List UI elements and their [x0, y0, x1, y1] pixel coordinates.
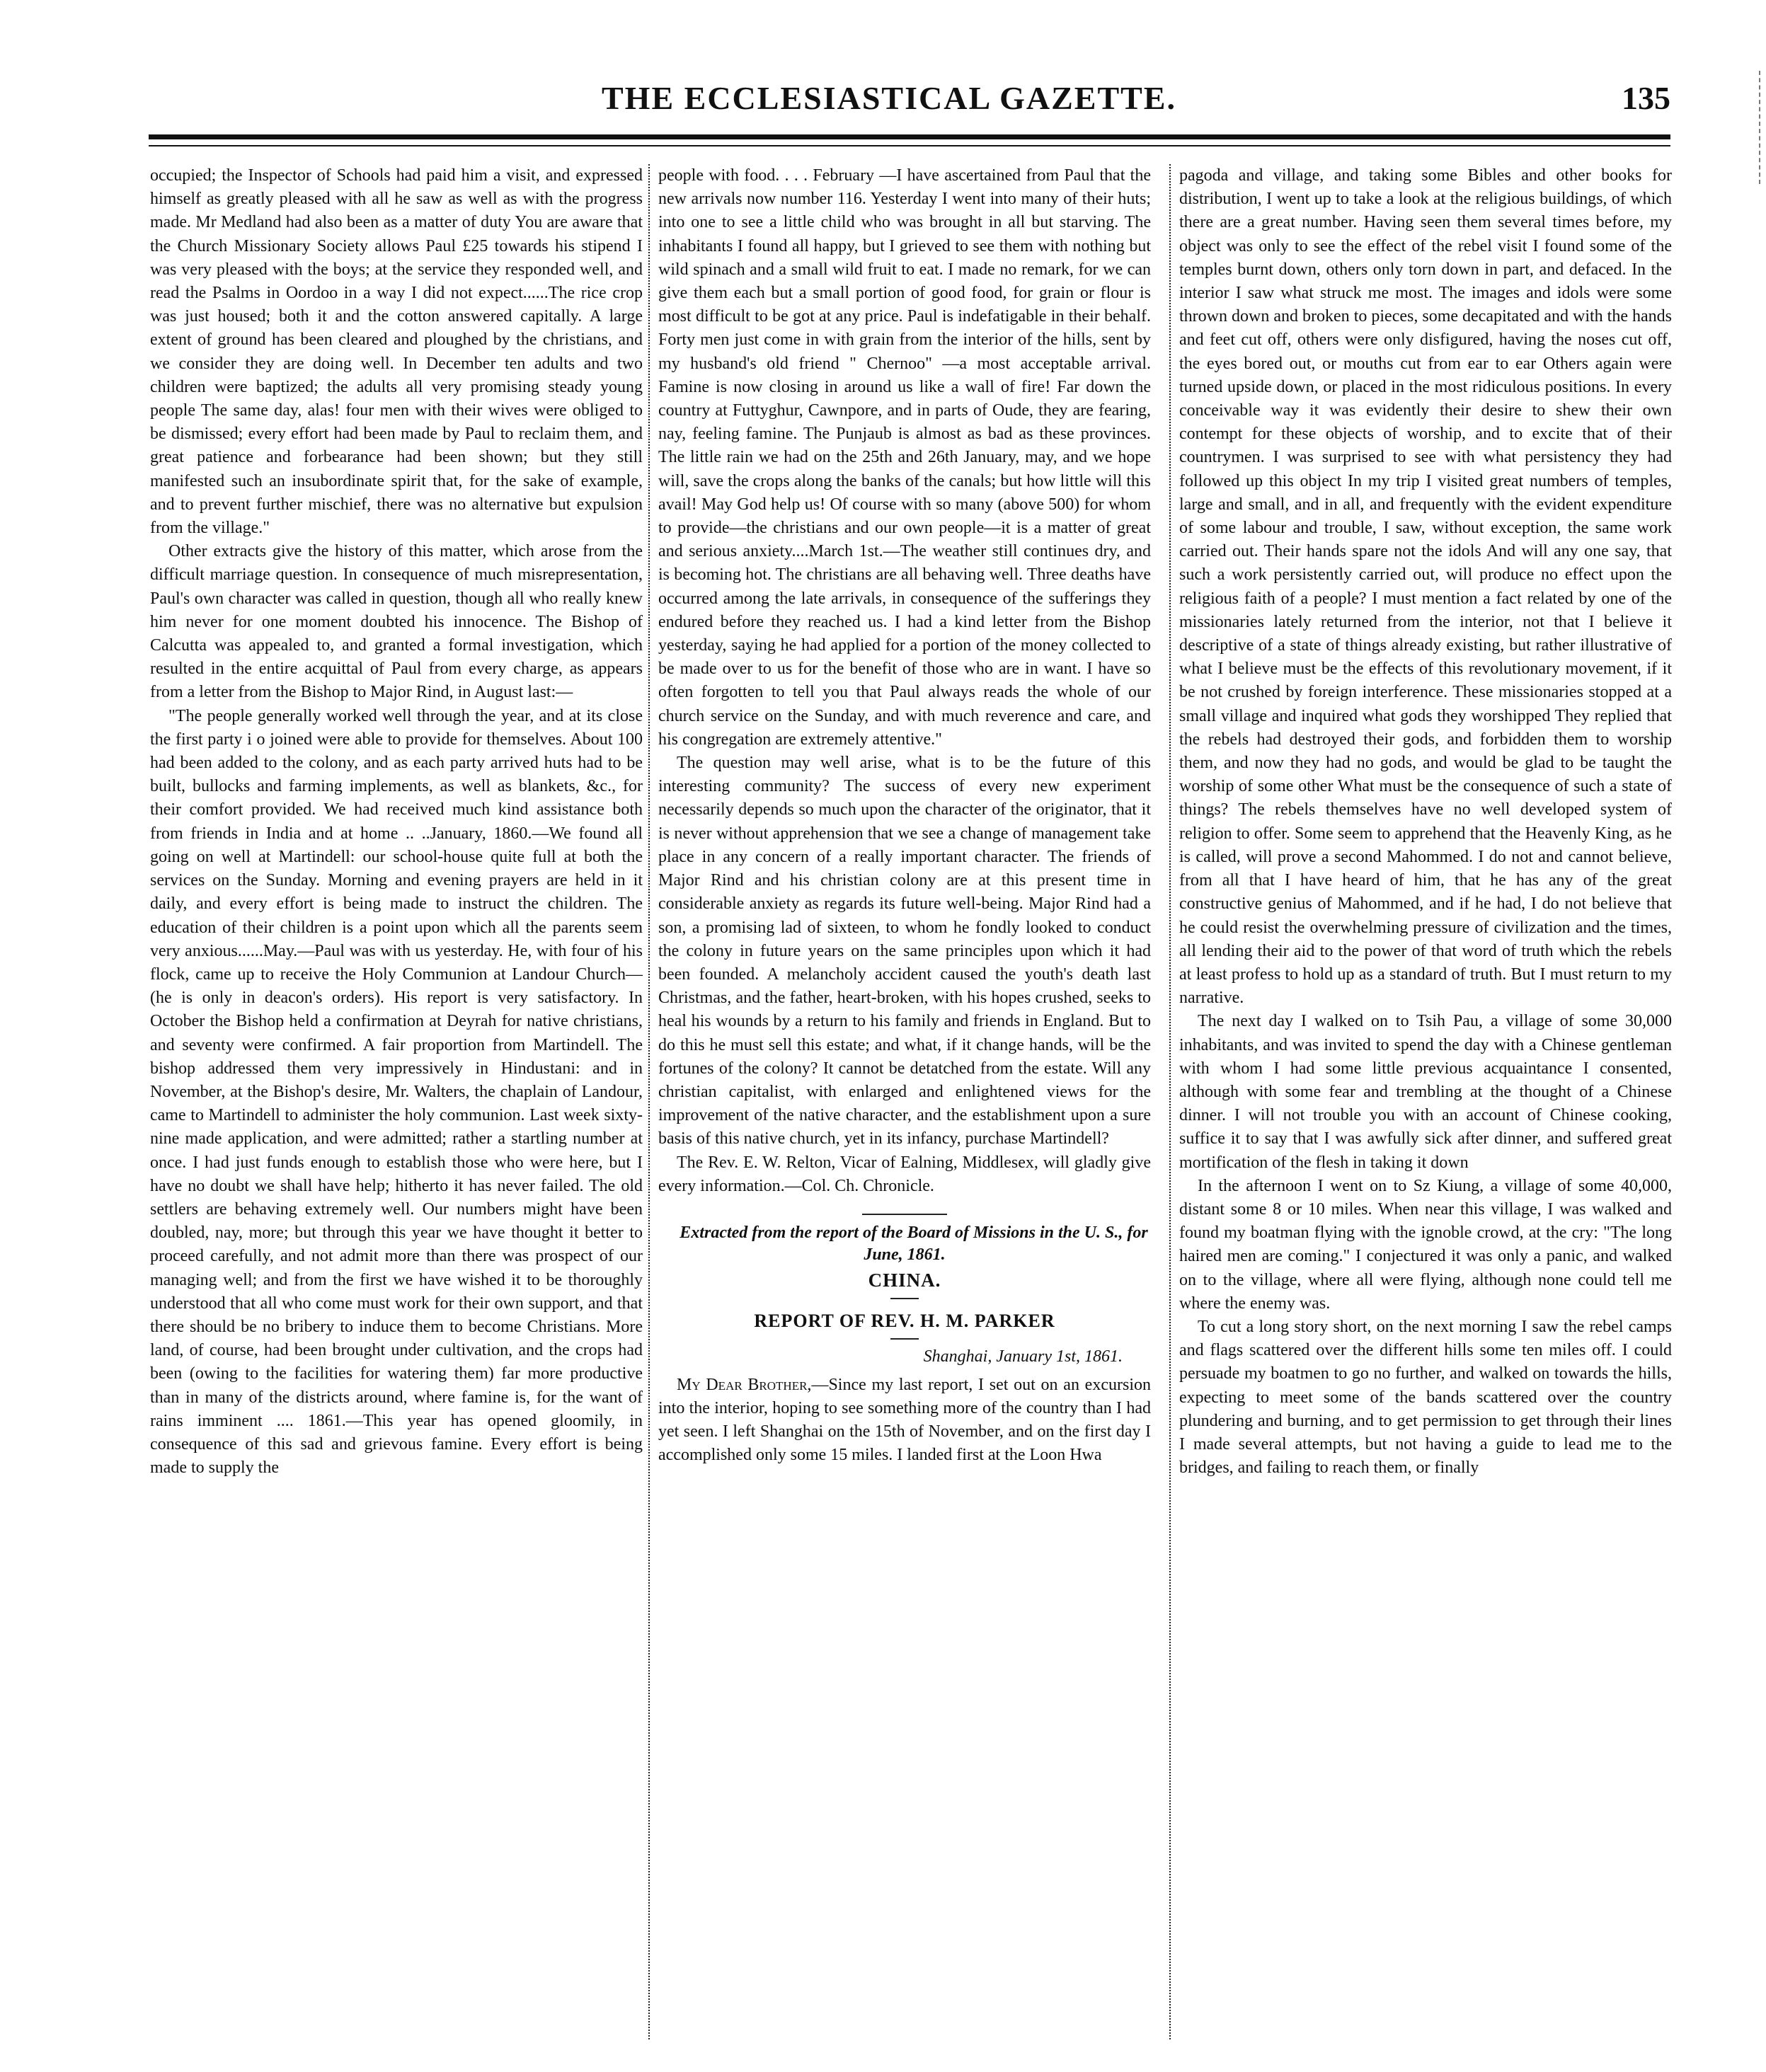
page-edge-mark: [1758, 71, 1760, 184]
column-divider: [1169, 164, 1172, 2039]
paragraph: people with food. . . . February —I have ascertained from Paul that the new arrivals now number 116. Yesterday I went into many of their huts; into one to see a little child who was brought in all but starving. The inhabitants I found all happy, but I grieved to see them with nothing but wild spinach and a small wild fruit to eat. I made no remark, for we can give them each but a small portion of good food, for grain or flour is most difficult to be got at any price. Paul is indefatigable in their behalf. Forty men just come in with grain from the interior of the hills, sent by my husband's old friend " Chernoo" —a most acceptable arrival. Famine is now closing in around us like a wall of fire! Far down the country at Futtyghur, Cawnpore, and in parts of Oude, they are fearing, nay, feeling famine. The Punjaub is almost as bad as these provinces. The little rain we had on the 25th and 26th January, may, and we hope will, save the crops along the banks of the canals; but how little will this avail! May God help us! Of course with so many (above 500) for whom to provide—the christians and our own people—it is a matter of great and serious anxiety....March 1st.—The weather still continues dry, and is becoming hot. The christians are all behaving well. Three deaths have occurred among the late arrivals, in consequence of the sufferings they endured before they reached us. I had a kind letter from the Bishop yesterday, saying he had applied for a portion of the money collected to be made over to us for the benefit of those who are in want. I have so often forgotten to tell you that Paul always reads the whole of our church service on the Sunday, and with much reverence and care, and his congregation are extremely attentive.": [658, 166, 1151, 749]
running-title: THE ECCLESIASTICAL GAZETTE.: [602, 80, 1176, 116]
section-heading: CHINA.: [868, 1269, 941, 1291]
paragraph: Other extracts give the history of this matter, which arose from the difficult marriage question. In consequence of much misrepresentation, Paul's own character was called in question, though all who really knew him never for one moment doubted his innocence. The Bishop of Calcutta was appealed to, and granted a formal investigation, which resulted in the entire acquittal of Paul from every charge, as appears from a letter from the Bishop to Major Rind, in August last:—: [150, 542, 643, 702]
section-rule: [862, 1214, 947, 1215]
paragraph: [658, 1374, 1151, 1468]
extract-caption: Extracted from the report of the Board of Missions in the U. S., for June, 1861.: [680, 1223, 1148, 1264]
header-rule-thick: [149, 134, 1670, 139]
paragraph: In the afternoon I went on to Sz Kiung, a village of some 40,000, distant some 8 or 10 miles. When near this village, I was walked and found my boatman flying with the ignoble crowd, at the cry: "The long haired men are coming." I conjectured it was only a panic, and walked on to the village, where all were flying, although none could tell me where the enemy was.: [1179, 1176, 1672, 1313]
page-header: [149, 79, 1670, 129]
column-3: [1179, 164, 1672, 2047]
column-divider: [648, 164, 651, 2039]
paragraph: The Rev. E. W. Relton, Vicar of Ealning, Middlesex, will gladly give every information.—Col. Ch. Chronicle.: [658, 1153, 1151, 1195]
salutation: My Dear Brother,: [677, 1375, 812, 1394]
paragraph: The next day I walked on to Tsih Pau, a village of some 30,000 inhabitants, and was invited to spend the day with a Chinese gentleman with whom I had some little previous acquaintance I consented, although with some fear and trembling at the thought of a Chinese dinner. I will not trouble you with an account of Chinese cooking, suffice it to say that I was awfully sick after dinner, and suffered great mortification of the flesh in taking it down: [1179, 1012, 1672, 1172]
paragraph: pagoda and village, and taking some Bibles and other books for distribution, I went up to take a look at the religious buildings, of which there are a great number. Having seen them several times before, my object was only to see the effect of the rebel visit I found some of the temples burnt down, others only torn down in part, and defaced. In the interior I saw what struck me most. The images and idols were some thrown down and broken to pieces, some decapitated and with the hands and feet cut off, others were only disfigured, having the noses cut off, the eyes bored out, or mouths cut from ear to ear Others again were turned upside down, or placed in the most ridiculous positions. In every conceivable way it was evidently their desire to shew their own contempt for these objects of worship, and to excite that of their countrymen. I was surprised to see with what persistency they had followed up this object In my trip I visited great numbers of temples, large and small, and in all, and frequently with the evident expenditure of some labour and trouble, I saw, without exception, the same work carried out. Their hands spare not the idols And will any one say, that such a work persistently carried out, will produce no effect upon the religious faith of a people? I must mention a fact related by one of the missionaries lately returned from the interior, not that I believe it descriptive of a state of things already existing, but rather illustrative of what I believe must be the effects of this revolutionary movement, if it be not crushed by foreign interference. These missionaries stopped at a small village and inquired what gods they worshipped They replied that the rebels had destroyed their gods, and forbidden them to worship them, and now they had no gods, and would be glad to be taught the worship of some other What must be the consequence of such a state of things? The rebels themselves have no well developed system of religion to offer. Some seem to apprehend that the Heavenly King, as he is called, will prove a second Mahommed. I do not and cannot believe, from all that I have heard of him, that he has any of the great constructive genius of Mahommed, and if he had, I do not believe that he could resist the overwhelming pressure of civilization and the times, all lending their aid to the power of that word of truth which the rebels at least profess to hold up as a standard of truth. But I must return to my narrative.: [1179, 166, 1672, 1008]
header-rule-thin: [149, 145, 1670, 146]
paragraph: "The people generally worked well through the year, and at its close the first party i o joined were able to provide for themselves. About 100 had been added to the colony, and as each party arrived huts had to be built, bullocks and farming implements, as well as blankets, &c., for their comfort provided. We had received much kind assistance both from friends in India and at home .. ..January, 1860.—We found all going on well at Martindell: our school-house quite full at both the services on the Sunday. Morning and evening prayers are held in it daily, and every effort is being made to instruct the children. The education of their children is a point upon which all the parents seem very anxious......May.—Paul was with us yesterday. He, with four of his flock, came up to receive the Holy Communion at Landour Church—(he is only in deacon's orders). His report is very satisfactory. In October the Bishop held a confirmation at Deyrah for native christians, and seventy were confirmed. A fair proportion from Martindell. The bishop addressed them very impressively in Hindustani: and in November, at the Bishop's desire, Mr. Walters, the chaplain of Landour, came to Martindell to administer the holy communion. Last week sixty-nine made application, and were admitted; rather a startling number at once. I had just funds enough to establish those who were here, but I have no doubt we shall have help; hitherto it has never failed. The old settlers are behaving extremely well. Our numbers might have been doubled, nay, more; but through this year we have thought it better to proceed carefully, and not admit more than there was prospect of our managing well; and from the first we have wished it to be thoroughly understood that all who come must work for their own support, and that there should be no bribery to induce them to become Christians. More land, of course, had been brought under cultivation, and the crops had been (owing to the facilities for watering them) far more productive than in many of the districts around, where famine is, for the want of rains imminent .... 1861.—This year has opened gloomily, in consequence of this sad and grievous famine. Every effort is being made to supply the: [150, 706, 643, 1478]
paragraph: occupied; the Inspector of Schools had paid him a visit, and expressed himself as greatly pleased with all he saw as well as with the progress made. Mr Medland had also been as a matter of duty You are aware that the Church Missionary Society allows Paul £25 towards his stipend I was very pleased with the boys; at the service they responded well, and read the Psalms in Oordoo in a way I did not expect......The rice crop was just housed; both it and the cotton answered capitally. A large extent of ground has been cleared and ploughed by the christians, and we consider they are doing well. In December ten adults and two children were baptized; the adults all very promising steady young people The same day, alas! four men with their wives were obliged to be dismissed; every effort had been made by Paul to reclaim them, and great patience and forbearance had been shown; but they still manifested such an insubordinate spirit that, for the sake of example, and to prevent further mischief, there was no alternative but expulsion from the village.": [150, 166, 643, 538]
page-number: 135: [1622, 80, 1670, 116]
section-rule: [890, 1338, 919, 1340]
paragraph: To cut a long story short, on the next morning I saw the rebel camps and flags scattered over the different hills some ten miles off. I could persuade my boatmen to go no further, and walked on towards the hills, expecting to meet some of the bands scattered over the country plundering and burning, and to get permission to get through their lines I made several attempts, but not having a guide to lead me to the bridges, and failing to reach them, or finally: [1179, 1317, 1672, 1478]
column-2: [658, 164, 1151, 2047]
dateline: Shanghai, January 1st, 1861.: [923, 1347, 1123, 1366]
paragraph: The question may well arise, what is to be the future of this interesting community? The success of every new experiment necessarily depends so much upon the character of the originator, that it is never without apprehension that we see a change of management take place in any concern of a really important character. The friends of Major Rind and his christian colony are at this present time in considerable anxiety as regards its future well-being. Major Rind had a son, a promising lad of sixteen, to whom he fondly looked to conduct the colony in future years on the same principles upon which it had been founded. A melancholy accident caused the youth's death last Christmas, and the father, heart-broken, with his hopes crushed, seeks to heal his wounds by a return to his family and friends in England. But to do this he must sell this estate; and what, if it change hands, will be the fortunes of the colony? It cannot be detatched from the estate. Will any christian capitalist, with enlarged and enlightened views for the improvement of the native character, and the establishment upon a sure basis of this native church, yet in its infancy, purchase Martindell?: [658, 754, 1151, 1149]
section-rule: [890, 1298, 919, 1299]
column-1: [150, 164, 643, 2047]
paragraph-text: —Since my last report, I set out on an excursion into the interior, hoping to see something more of the country than I had yet seen. I left Shanghai on the 15th of November, and on the first day I accomplished only some 15 miles. I landed first at the Loon Hwa: [658, 1375, 1151, 1465]
report-heading: REPORT OF REV. H. M. PARKER: [754, 1311, 1055, 1332]
